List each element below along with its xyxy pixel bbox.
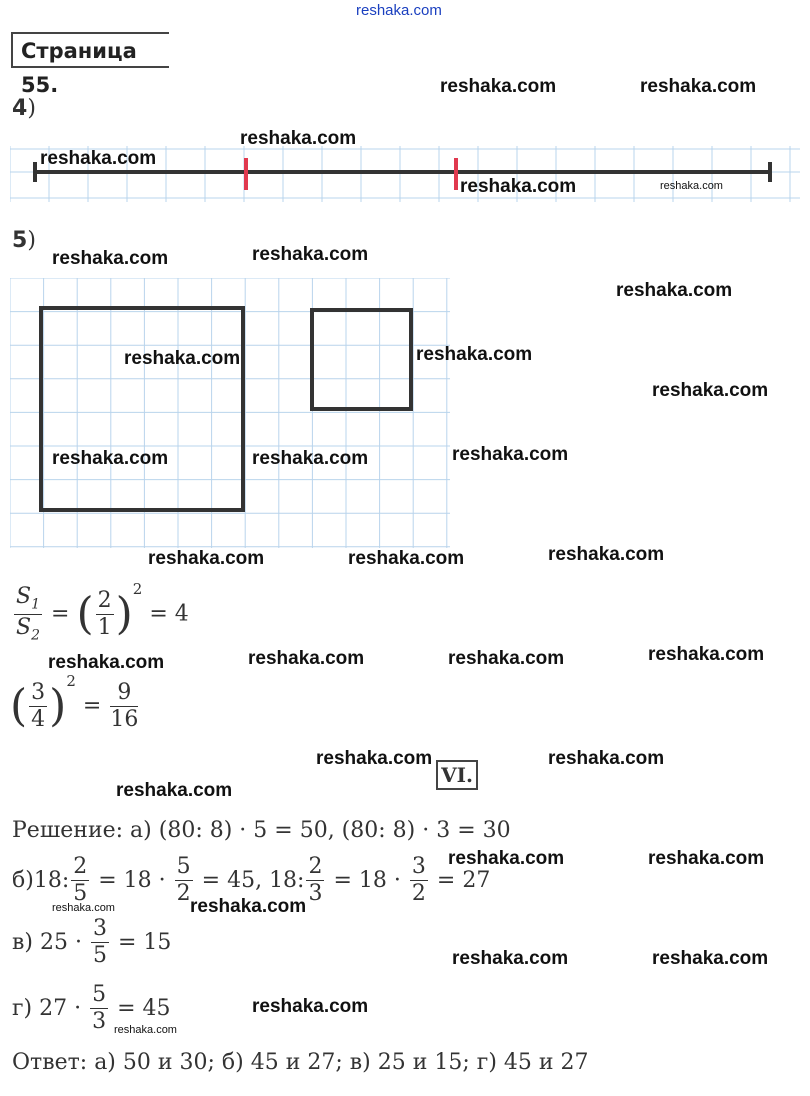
watermark: reshaka.com (648, 848, 765, 869)
solution-line-v: в) 25 · $\frac{3}{5}$ = 15 (12, 916, 172, 968)
watermark: reshaka.com (640, 76, 757, 97)
answer-line: Ответ: а) 50 и 30; б) 45 и 27; в) 25 и 15; г) 45 и 27 (12, 1050, 589, 1075)
watermark: reshaka.com (616, 280, 733, 301)
watermark: reshaka.com (316, 748, 433, 769)
watermark: reshaka.com (116, 780, 233, 801)
solution-line-b: б)18: $\frac{2}{5}$ = 18 · $\frac{5}{2}$ = 45, 18: $\frac{2}{3}$ = 18 · $\frac{3}{2}$ = 27 (12, 854, 491, 906)
watermark: reshaka.com (452, 948, 569, 969)
watermark: reshaka.com (248, 648, 365, 669)
watermark: reshaka.com (48, 652, 165, 673)
watermark: reshaka.com (40, 148, 157, 169)
watermark: reshaka.com (252, 244, 369, 265)
watermark: reshaka.com (448, 848, 565, 869)
watermark: reshaka.com (416, 344, 533, 365)
watermark: reshaka.com (114, 1024, 177, 1036)
section-vi-label: VI. (436, 760, 478, 790)
watermark: reshaka.com (52, 448, 169, 469)
watermark: reshaka.com (252, 996, 369, 1017)
watermark: reshaka.com (660, 180, 723, 192)
watermark: reshaka.com (448, 648, 565, 669)
formula-area-ratio: $\frac{S_1}{S_2}$ = ( $\frac{2}{1}$ )$^2$ = 4 (16, 580, 189, 643)
task-4-number: 4) (12, 96, 36, 121)
squares-figure (10, 278, 450, 548)
page-title: Страница 55. (11, 32, 169, 68)
watermark: reshaka.com (548, 544, 665, 565)
small-square (312, 310, 411, 409)
watermark: reshaka.com (52, 902, 115, 914)
task-5-number: 5) (12, 228, 36, 253)
watermark: reshaka.com (240, 128, 357, 149)
watermark: reshaka.com (124, 348, 241, 369)
watermark: reshaka.com (452, 444, 569, 465)
formula-square-fraction: ( $\frac{3}{4}$ )$^2$ = $\frac{9}{16}$ (10, 672, 139, 732)
watermark: reshaka.com (652, 948, 769, 969)
watermark: reshaka.com (52, 248, 169, 269)
watermark: reshaka.com (252, 448, 369, 469)
watermark: reshaka.com (460, 176, 577, 197)
watermark: reshaka.com (548, 748, 665, 769)
watermark: reshaka.com (148, 548, 265, 569)
watermark: reshaka.com (440, 76, 557, 97)
watermark: reshaka.com (348, 548, 465, 569)
solution-line-g: г) 27 · $\frac{5}{3}$ = 45 (12, 982, 171, 1034)
watermark: reshaka.com (190, 896, 307, 917)
solution-line-a: Решение: а) (80: 8) · 5 = 50, (80: 8) · 3 = 30 (12, 818, 511, 843)
top-watermark[interactable]: reshaka.com (356, 2, 442, 19)
watermark: reshaka.com (652, 380, 769, 401)
watermark: reshaka.com (648, 644, 765, 665)
